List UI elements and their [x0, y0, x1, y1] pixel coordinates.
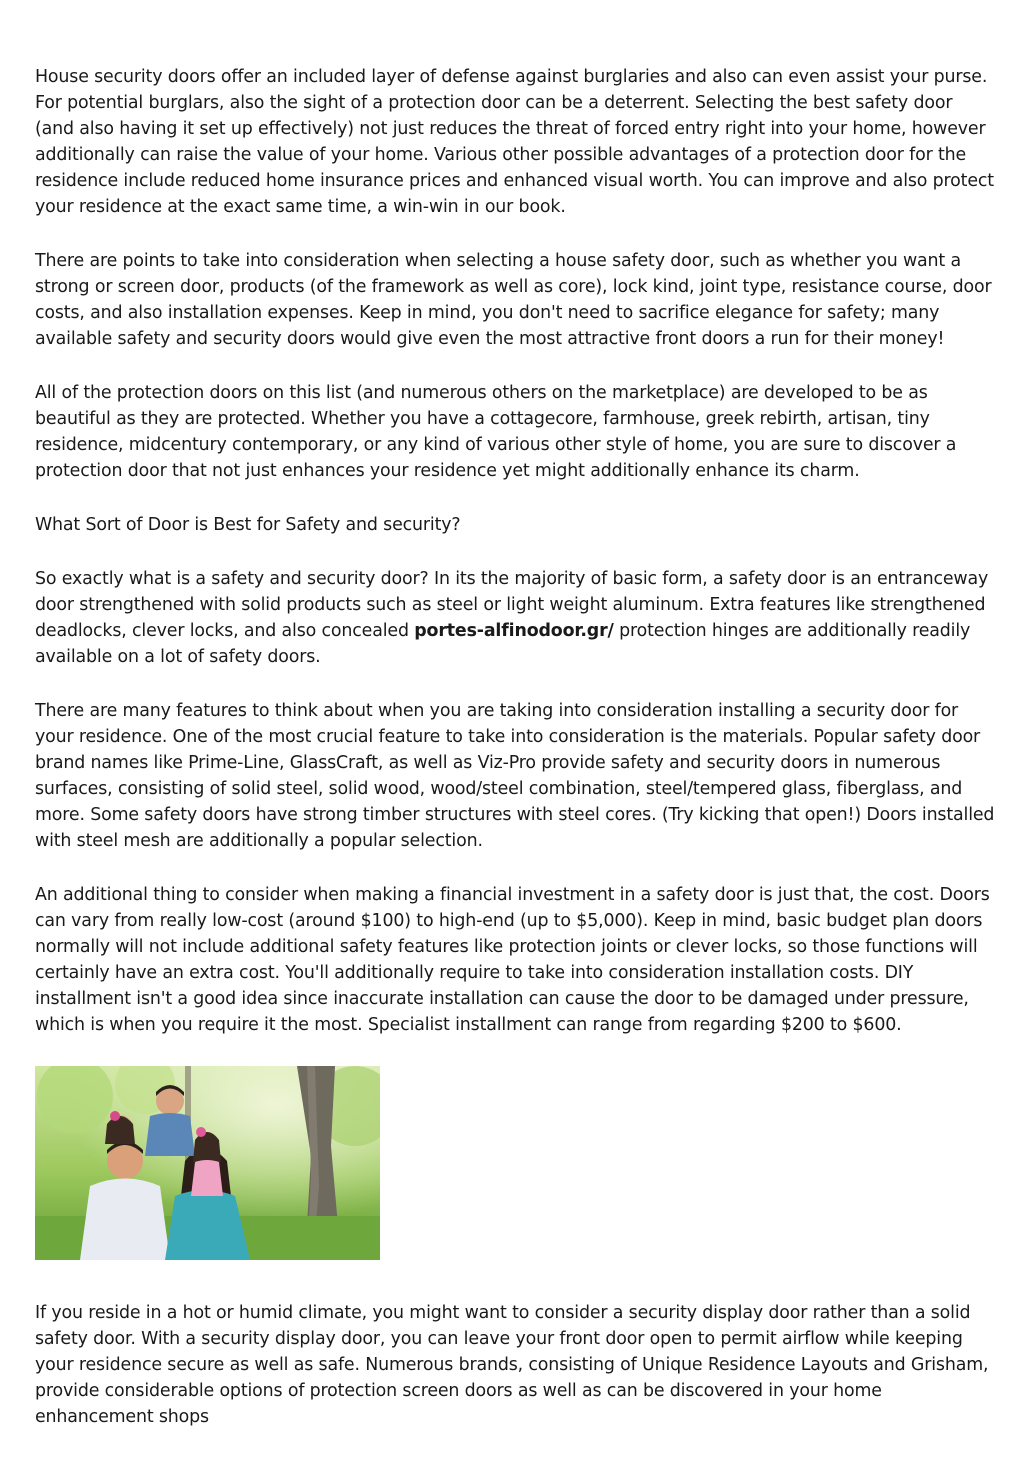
- paragraph-considerations: There are points to take into consideration when selecting a house safety door, such as whether you want a strong or screen door, products (of the framework as well as core), lock kind, joint type, resistance course, door costs, and also installation expenses. Keep in mind, you don't need to sacrifice elegance for safety; many available safety and security doors would give even the most attractive front doors a run for their money!: [35, 251, 992, 349]
- section-heading: What Sort of Door is Best for Safety and security?: [35, 515, 461, 535]
- paragraph-materials: There are many features to think about when you are taking into consideration installing a security door for your residence. One of the most crucial feature to take into consideration is the materials. Popular safety door brand names like Prime-Line, GlassCraft, as well as Viz-Pro provide safety and security doors in numerous surfaces, consisting of solid steel, solid wood, wood/steel combination, steel/tempered glass, fiberglass, and more. Some safety doors have strong timber structures with steel cores. (Try kicking that open!) Doors installed with steel mesh are additionally a popular selection.: [35, 701, 995, 851]
- site-link[interactable]: portes-alfinodoor.gr/: [414, 621, 614, 641]
- paragraph-definition: [35, 566, 995, 670]
- paragraph-definition-start: So exactly what is a safety and security door? In its the majority of basic form, a safety door is an entranceway door strengthened with solid products such as steel or light weight aluminum. Extra features like strengthened deadlocks, clever locks, and also concealed: [35, 569, 989, 641]
- family-photo-icon: [35, 1066, 380, 1260]
- paragraph-cost: An additional thing to consider when making a financial investment in a safety door is just that, the cost. Doors can vary from really low-cost (around $100) to high-end (up to $5,000). Keep in mind, basic budget plan doors normally will not include additional safety features like protection joints or clever locks, so those functions will certainly have an extra cost. You'll additionally require to take into consideration installation costs. DIY installment isn't a good idea since inaccurate installation can cause the door to be damaged under pressure, which is when you require it the most. Specialist installment can range from regarding $200 to $600.: [35, 885, 990, 1035]
- article: [35, 64, 995, 1458]
- paragraph-definition-end: protection hinges are additionally readily available on a lot of safety doors.: [35, 621, 971, 667]
- paragraph-styles: All of the protection doors on this list (and numerous others on the marketplace) are developed to be as beautiful as they are protected. Whether you have a cottagecore, farmhouse, greek rebirth, artisan, tiny residence, midcentury contemporary, or any kind of various other style of home, you are sure to discover a protection door that not just enhances your residence yet might additionally enhance its charm.: [35, 383, 957, 481]
- paragraph-intro: House security doors offer an included layer of defense against burglaries and also can even assist your purse. For potential burglars, also the sight of a protection door can be a deterrent. Selecting the best safety door (and also having it set up effectively) not just reduces the threat of forced entry right into your home, however additionally can raise the value of your home. Various other possible advantages of a protection door for the residence include reduced home insurance prices and enhanced visual worth. You can improve and also protect your residence at the exact same time, a win-win in our book.: [35, 67, 994, 217]
- paragraph-climate: If you reside in a hot or humid climate, you might want to consider a security display door rather than a solid safety door. With a security display door, you can leave your front door open to permit airflow while keeping your residence secure as well as safe. Numerous brands, consisting of Unique Residence Layouts and Grisham, provide considerable options of protection screen doors as well as can be discovered in your home enhancement shops: [35, 1303, 989, 1427]
- family-photo: [35, 1066, 380, 1260]
